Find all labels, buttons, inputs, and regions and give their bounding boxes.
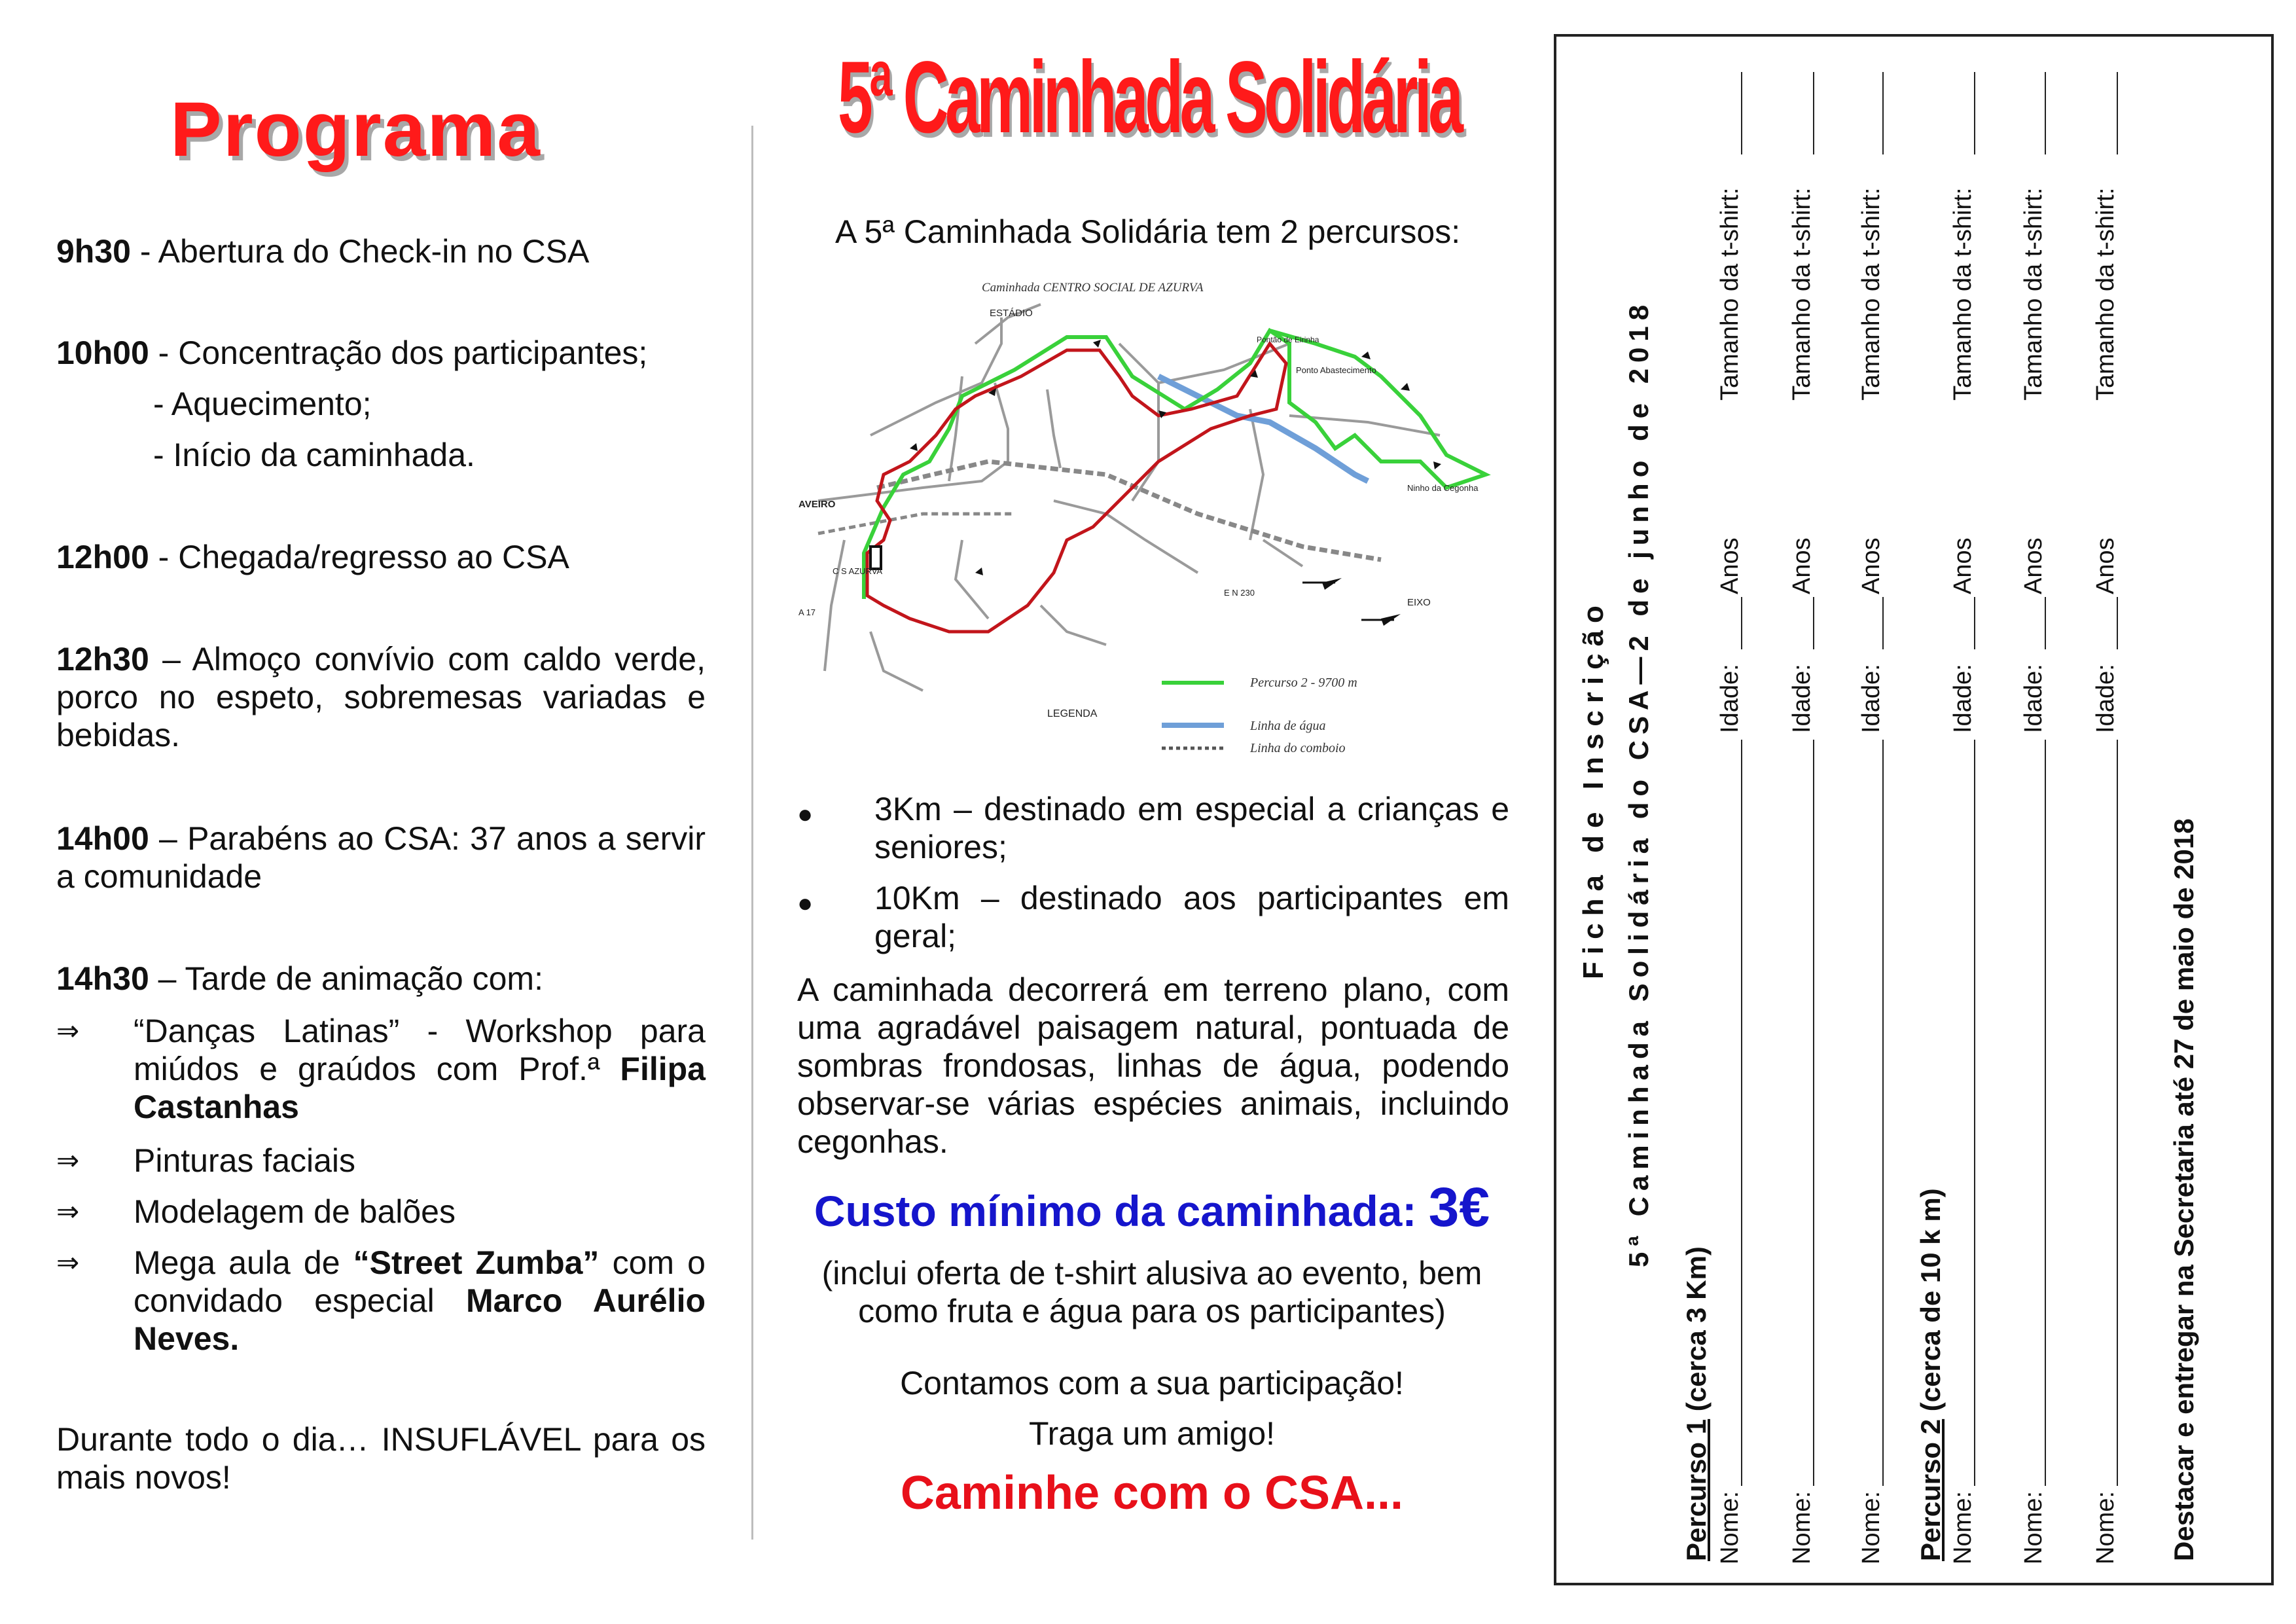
map-label-ponto: Ponto Abastecimento: [1296, 365, 1376, 375]
name-field[interactable]: [1974, 740, 1975, 1486]
event-intro: A 5ª Caminhada Solidária tem 2 percursos:: [835, 213, 1461, 250]
name-label: Nome:: [1788, 1491, 1816, 1564]
map-background: [792, 265, 1512, 769]
registration-form: [1554, 34, 2274, 1585]
route-10km: 10Km – destinado aos participantes em geral;: [874, 880, 1509, 954]
map-label-pontao: Pontão de Eirinha: [1257, 335, 1319, 344]
map-label-csazurva: C S AZURVA: [833, 566, 883, 576]
map-label-ninho: Ninho da Cegonha: [1407, 483, 1479, 493]
program-footer: Durante todo o dia… INSUFLÁVEL para os mais novos!: [56, 1421, 706, 1496]
age-field[interactable]: [1741, 597, 1742, 649]
form-title: Ficha de Inscrição: [1577, 598, 1609, 979]
years-label: Anos: [1949, 537, 1977, 594]
tshirt-label: Tamanho da t-shirt:: [1949, 187, 1977, 401]
tshirt-label: Tamanho da t-shirt:: [1788, 187, 1816, 401]
years-label: Anos: [1857, 537, 1885, 594]
program-item-1430: 14h30 – Tarde de animação com:: [56, 960, 543, 997]
tshirt-label: Tamanho da t-shirt:: [1716, 187, 1744, 401]
program-item-1000: 10h00 - Concentração dos participantes;: [56, 334, 648, 371]
tshirt-field[interactable]: [1974, 72, 1975, 154]
map-label-estadio: ESTÁDIO: [990, 308, 1033, 319]
age-label: Idade:: [1949, 664, 1977, 733]
name-field[interactable]: [2117, 740, 2118, 1486]
cost-note: (inclui oferta de t-shirt alusiva ao evento, bem como fruta e água para os participantes): [821, 1255, 1482, 1329]
age-label: Idade:: [1857, 664, 1885, 733]
form-route1-label: Percurso 1 (cerca 3 Km): [1681, 1246, 1712, 1561]
legend-water: Linha de água: [1250, 719, 1326, 733]
map-label-en230: E N 230: [1224, 588, 1255, 598]
name-field[interactable]: [1882, 740, 1884, 1486]
legend-route: Percurso 2 - 9700 m: [1250, 676, 1357, 690]
age-label: Idade:: [1788, 664, 1816, 733]
age-label: Idade:: [1716, 664, 1744, 733]
years-label: Anos: [1716, 537, 1744, 594]
name-field[interactable]: [1741, 740, 1742, 1486]
form-subtitle: 5ª Caminhada Solidária do CSA—2 de junho de 2018: [1623, 298, 1654, 1267]
arrow-icon: ⇒: [56, 1246, 80, 1278]
map-title: Caminhada CENTRO SOCIAL DE AZURVA: [982, 281, 1204, 295]
tshirt-field[interactable]: [1882, 72, 1884, 154]
route-3km: 3Km – destinado em especial a crianças e seniores;: [874, 791, 1509, 865]
name-field[interactable]: [2045, 740, 2046, 1486]
closing-participation: Contamos com a sua participação!: [900, 1365, 1404, 1401]
program-item-0930: 9h30 - Abertura do Check-in no CSA: [56, 233, 590, 270]
form-footer: Destacar e entregar na Secretaria até 27 de maio de 2018: [2168, 818, 2199, 1561]
age-field[interactable]: [2117, 597, 2118, 649]
name-label: Nome:: [2092, 1491, 2119, 1564]
cost-line: Custo mínimo da caminhada: 3€: [814, 1176, 1490, 1238]
arrow-icon: ⇒: [56, 1195, 80, 1227]
name-label: Nome:: [1716, 1491, 1744, 1564]
tshirt-label: Tamanho da t-shirt:: [2020, 187, 2047, 401]
age-field[interactable]: [1974, 597, 1975, 649]
csa-building-icon: [870, 547, 881, 569]
route-map: [792, 265, 1512, 769]
arrow-icon: ⇒: [56, 1015, 80, 1047]
age-field[interactable]: [1813, 597, 1814, 649]
tshirt-field[interactable]: [2117, 72, 2118, 154]
tshirt-label: Tamanho da t-shirt:: [1857, 187, 1885, 401]
program-item-1400: 14h00 – Parabéns ao CSA: 37 anos a servir a comunidade: [56, 820, 706, 895]
event-description: A caminhada decorrerá em terreno plano, com uma agradável paisagem natural, pontuada de sombras frondosas, linhas de água, podendo observar-se várias espécies animais, incluindo cegonhas.: [797, 971, 1509, 1160]
name-label: Nome:: [1857, 1491, 1885, 1564]
column-divider: [751, 126, 753, 1540]
slogan: Caminhe com o CSA...: [900, 1467, 1404, 1519]
event-title: 5ª Caminhada Solidária: [838, 41, 1460, 154]
name-label: Nome:: [2020, 1491, 2047, 1564]
map-label-a17: A 17: [798, 607, 816, 617]
program-subitem-warmup: - Aquecimento;: [153, 386, 372, 422]
map-label-aveiro: AVEIRO: [798, 499, 836, 510]
age-label: Idade:: [2092, 664, 2119, 733]
years-label: Anos: [1788, 537, 1816, 594]
age-field[interactable]: [1882, 597, 1884, 649]
map-label-legenda: LEGENDA: [1047, 708, 1098, 719]
arrow-icon: ⇒: [56, 1144, 80, 1176]
program-title: Programa: [170, 86, 541, 173]
closing-friend: Traga um amigo!: [1028, 1415, 1276, 1452]
years-label: Anos: [2020, 537, 2047, 594]
map-label-eixo: EIXO: [1407, 597, 1431, 608]
bullet-icon: ●: [797, 800, 814, 829]
bullet-icon: ●: [797, 889, 814, 918]
years-label: Anos: [2092, 537, 2119, 594]
age-label: Idade:: [2020, 664, 2047, 733]
program-item-1200: 12h00 - Chegada/regresso ao CSA: [56, 539, 569, 575]
legend-rail: Linha do comboio: [1250, 741, 1346, 755]
tshirt-label: Tamanho da t-shirt:: [2092, 187, 2119, 401]
name-label: Nome:: [1949, 1491, 1977, 1564]
tshirt-field[interactable]: [1813, 72, 1814, 154]
form-route2-label: Percurso 2 (cerca de 10 k m): [1915, 1188, 1946, 1561]
tshirt-field[interactable]: [1741, 72, 1742, 154]
tshirt-field[interactable]: [2045, 72, 2046, 154]
age-field[interactable]: [2045, 597, 2046, 649]
name-field[interactable]: [1813, 740, 1814, 1486]
program-subitem-start: - Início da caminhada.: [153, 437, 475, 473]
program-item-1230: 12h30 – Almoço convívio com caldo verde, porco no espeto, sobremesas variadas e bebidas.: [56, 641, 706, 753]
